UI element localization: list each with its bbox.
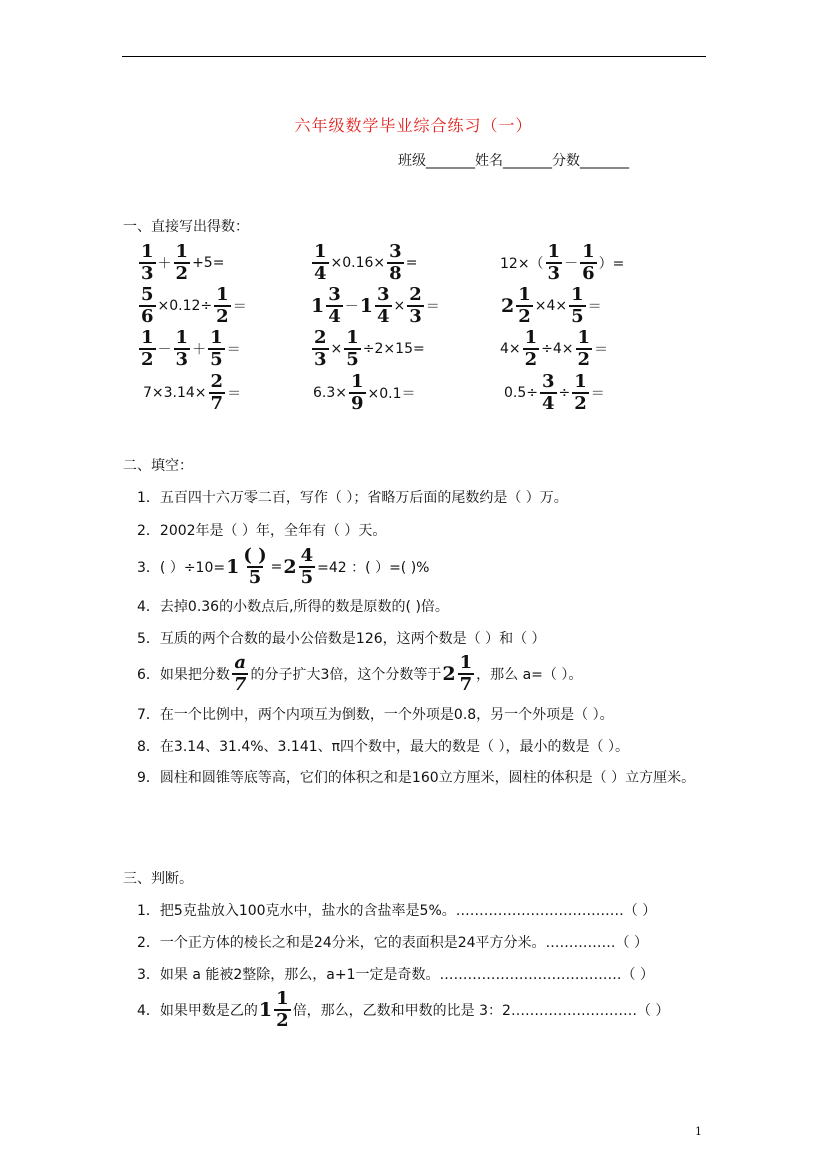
s1-r4-c2: 6.3× $\frac{1}{9}$ ×0.1＝ [313,371,416,414]
s1-r1-c2: $\frac{1}{4}$ ×0.16× $\frac{3}{8}$ = [314,241,418,284]
header-rule [122,56,706,57]
fraction: $\frac{3}{8}$ [389,241,402,284]
fraction: $\frac{1}{4}$ [314,241,327,284]
fraction: 3 4 [328,284,341,327]
fraction: $\frac{4}{5}$ [300,545,314,588]
s1-r2-c2: 1 3 4 － 1 $\frac{3}{4}$ × $\frac{2}{3}$ ＝ [311,284,440,327]
fraction: 1 5 [210,327,223,370]
section1-heading: 一、直接写出得数： [123,219,249,235]
s3-question-2: 2．一个正方体的棱长之和是24分米，它的表面积是24平方分米。……………（ ） [137,935,648,951]
fraction: 1 3 [175,327,189,370]
fraction: 1 2 [276,988,289,1031]
fraction: $\frac{3}{4}$ [542,371,555,414]
fraction: 1 6 [582,241,595,284]
fraction: $\frac{1}{2}$ [518,284,531,327]
fraction: $\frac{5}{6}$ [141,284,154,327]
s2-question-5: 5．互质的两个合数的最小公倍数是126，这两个数是（ ）和（ ） [137,631,546,647]
s2-question-8: 8．在3.14、31.4%、3.141、π四个数中，最大的数是（ ），最小的数是（ ）。 [137,739,629,755]
s1-r3-c2: $\frac{2}{3}$ × $\frac{1}{5}$ ÷2×15= [314,327,425,370]
fraction: $\frac{1}{2}$ [216,284,229,327]
fraction: ( ) 5 [243,545,267,588]
section3-heading: 三、判断。 [123,871,193,887]
s1-r4-c1: 7×3.14× $\frac{2}{7}$ ＝ [143,371,242,414]
fraction: $\frac{1}{5}$ [571,284,584,327]
page-title: 六年级数学毕业综合练习（一） [294,116,533,135]
fraction: $\frac{1}{9}$ [351,371,364,414]
fraction: 1 3 [547,241,561,284]
s1-r3-c3: 4× $\frac{1}{2}$ ÷4× $\frac{1}{2}$ ＝ [500,327,609,370]
s1-r1-c1: 1 3 ＋ 1 2 +5= [141,241,225,284]
fraction: 1 2 [175,241,189,284]
fraction: $\frac{2}{3}$ [409,284,422,327]
s2-question-1: 1．五百四十六万零二百，写作（ ）；省略万后面的尾数约是（ ）万。 [137,490,568,506]
fraction: $\frac{1}{2}$ [524,327,538,370]
s2-question-2: 2．2002年是（ ）年，全年有（ ）天。 [137,523,387,539]
s3-question-3: 3．如果 a 能被2整除，那么，a+1一定是奇数。…………………………………（ ） [137,967,654,983]
fraction: $\frac{2}{7}$ [210,371,224,414]
fraction: 1 7 [459,652,473,695]
s2-question-6: 6．如果把分数 a 7 的分子扩大3倍，这个分数等于 2 1 7 ，那么 a=（ ）。 [137,652,583,695]
s2-question-7: 7．在一个比例中，两个内项互为倒数，一个外项是0.8，另一个外项是（ ）。 [137,707,614,723]
s1-r1-c3: 12×（ 1 3 － 1 6 ）= [500,241,625,284]
fraction: 1 3 [141,241,154,284]
s1-r4-c3: 0.5÷ $\frac{3}{4}$ ÷ $\frac{1}{2}$ ＝ [504,371,605,414]
fraction: $\frac{1}{5}$ [346,327,359,370]
s3-question-4: 4．如果甲数是乙的 1 1 2 倍，那么，乙数和甲数的比是 3：2………………………（ ） [137,988,670,1031]
s1-r2-c1: $\frac{5}{6}$ ×0.12÷ $\frac{1}{2}$ ＝ [141,284,247,327]
s2-question-4: 4．去掉0.36的小数点后,所得的数是原数的( )倍。 [137,599,449,615]
fraction: $\frac{2}{3}$ [314,327,327,370]
fraction: $\frac{1}{2}$ [577,327,591,370]
section2-heading: 二、填空： [123,458,193,474]
student-info-line: 班级_______姓名_______分数_______ [398,153,629,169]
fraction: $\frac{1}{2}$ [574,371,587,414]
s3-question-1: 1．把5克盐放入100克水中，盐水的含盐率是5%。………………………………（ ） [137,903,657,919]
fraction: a 7 [233,652,247,695]
s2-question-9: 9．圆柱和圆锥等底等高，它们的体积之和是160立方厘米，圆柱的体积是（ ）立方厘米。 [137,770,696,786]
s1-r3-c1: 1 2 － 1 3 ＋ 1 5 ＝ [141,327,241,370]
fraction: $\frac{3}{4}$ [377,284,390,327]
fraction: 1 2 [141,327,154,370]
s2-question-3: 3．( ）÷10= 1 ( ) 5 = 2 $\frac{4}{5}$ =42 ：( ）=( )% [137,545,430,588]
page-number: 1 [695,1125,702,1138]
s1-r2-c3: 2 $\frac{1}{2}$ ×4× $\frac{1}{5}$ ＝ [501,284,602,327]
